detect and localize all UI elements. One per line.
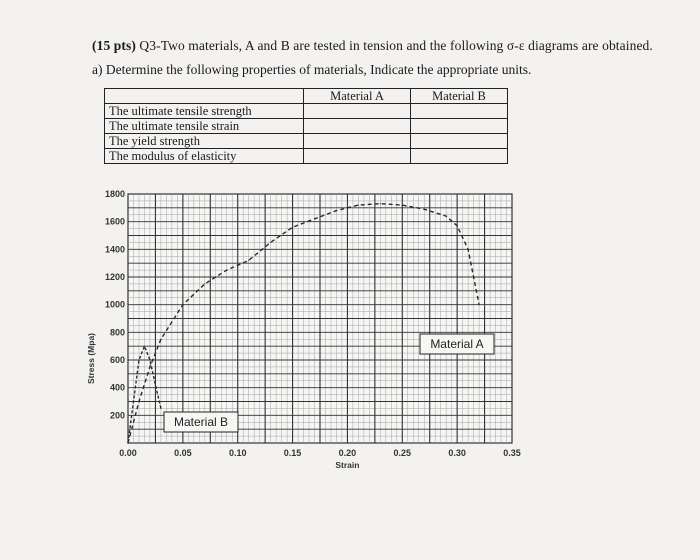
data-point bbox=[270, 242, 271, 243]
data-point bbox=[468, 249, 469, 250]
x-tick-label: 0.30 bbox=[448, 448, 466, 458]
data-point bbox=[204, 283, 205, 284]
y-tick-label: 800 bbox=[109, 327, 125, 338]
data-point bbox=[182, 304, 183, 305]
data-point bbox=[380, 203, 381, 204]
data-point bbox=[358, 204, 359, 205]
data-point bbox=[149, 366, 150, 367]
data-point bbox=[292, 227, 293, 228]
data-point bbox=[149, 359, 150, 360]
x-tick-label: 0.25 bbox=[393, 448, 412, 458]
table-header-material-b: Material B bbox=[411, 89, 508, 104]
data-point bbox=[314, 218, 315, 219]
table-cell-property: The yield strength bbox=[105, 134, 304, 149]
x-tick-label: 0.10 bbox=[228, 448, 247, 458]
table-header-material-a: Material A bbox=[304, 89, 411, 104]
data-point bbox=[446, 216, 447, 217]
y-tick-label: 1000 bbox=[104, 299, 125, 310]
question-part-a: a) Determine the following properties of materials, Indicate the appropriate units. bbox=[92, 62, 532, 77]
y-axis-label: Stress (Mpa) bbox=[86, 332, 96, 385]
x-tick-label: 0.05 bbox=[174, 448, 192, 458]
x-tick-label: 0.35 bbox=[503, 448, 521, 458]
y-tick-label: 1600 bbox=[104, 216, 125, 227]
x-axis-label: Strain bbox=[335, 460, 360, 470]
data-point bbox=[155, 384, 156, 385]
data-point bbox=[226, 269, 227, 270]
table-cell-property: The ultimate tensile strength bbox=[105, 104, 304, 119]
data-point bbox=[402, 204, 403, 205]
data-point bbox=[144, 346, 145, 347]
x-tick-label: 0.20 bbox=[338, 448, 357, 458]
x-tick-label: 0.00 bbox=[119, 448, 137, 458]
table-cell-property: The ultimate tensile strain bbox=[105, 119, 304, 134]
y-tick-label: 400 bbox=[109, 382, 125, 393]
data-point bbox=[248, 260, 249, 261]
question-text: Q3-Two materials, A and B are tested in tension and the following σ-ε diagrams are obtained. bbox=[139, 38, 653, 53]
x-tick-label: 0.15 bbox=[283, 448, 302, 458]
question-points: (15 pts) bbox=[92, 38, 136, 53]
data-point bbox=[133, 401, 134, 402]
data-point bbox=[478, 304, 479, 305]
data-point bbox=[160, 339, 161, 340]
y-tick-label: 1400 bbox=[104, 244, 125, 255]
data-point bbox=[160, 408, 161, 409]
annotation-material-a-label: Material A bbox=[430, 337, 484, 351]
data-point bbox=[457, 225, 458, 226]
table-cell-property: The modulus of elasticity bbox=[105, 149, 304, 164]
data-point bbox=[127, 442, 128, 443]
y-tick-label: 600 bbox=[109, 355, 125, 365]
y-tick-label: 1800 bbox=[104, 189, 125, 199]
y-tick-label: 1200 bbox=[104, 272, 125, 282]
annotation-material-b-label: Material B bbox=[173, 415, 229, 429]
data-point bbox=[138, 401, 139, 402]
data-point bbox=[336, 210, 337, 211]
data-point bbox=[424, 209, 425, 210]
y-tick-label: 200 bbox=[109, 410, 125, 421]
data-point bbox=[138, 359, 139, 360]
